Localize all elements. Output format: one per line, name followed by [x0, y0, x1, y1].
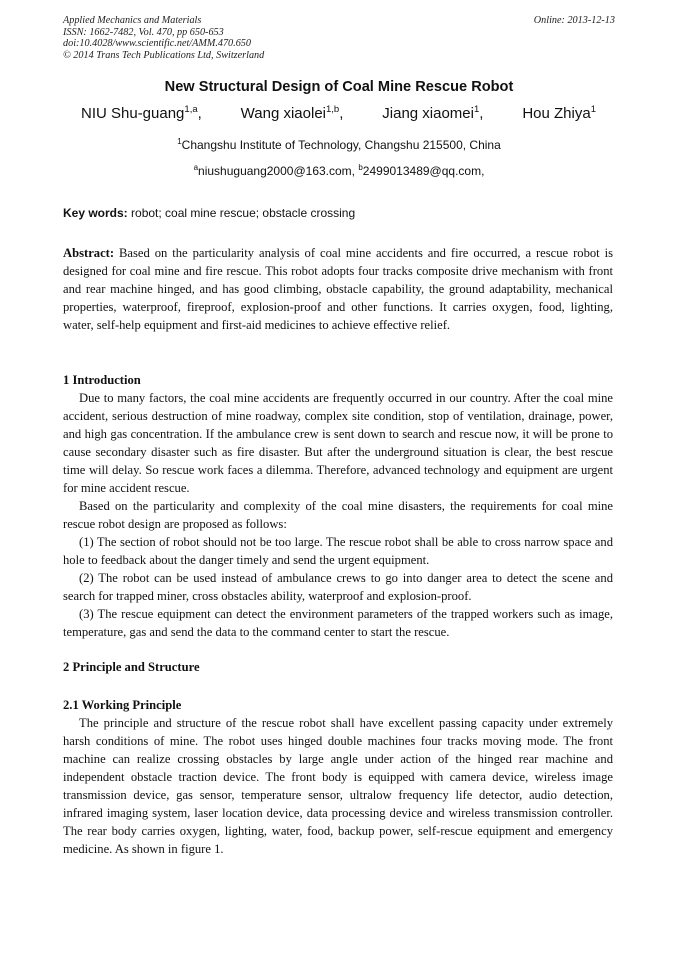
keywords-text: robot; coal mine rescue; obstacle crossing — [131, 206, 356, 220]
keywords-label: Key words: — [63, 206, 128, 220]
keywords — [63, 206, 615, 220]
paragraph: (1) The section of robot should not be too large. The rescue robot shall be able to cross narrow space and hole to feedback about the danger timely and send the urgent equipment. — [63, 535, 613, 567]
doi-line: doi:10.4028/www.scientific.net/AMM.470.650 — [63, 38, 251, 50]
issn-line: ISSN: 1662-7482, Vol. 470, pp 650-653 — [63, 26, 224, 38]
author: Jiang xiaomei$^1$, — [382, 104, 484, 122]
abstract-label: Abstract: — [63, 246, 115, 260]
author: Wang xiaolei$^{1,b}$, — [240, 104, 344, 122]
paragraph: (3) The rescue equipment can detect the environment parameters of the trapped workers such as image, temperature, gas and send the data to the command center to start the rescue. — [63, 607, 613, 639]
journal-name: Applied Mechanics and Materials — [63, 15, 202, 26]
author: NIU Shu-guang$^{1,a}$, — [81, 104, 202, 122]
author: Hou Zhiya$^1$ — [522, 104, 596, 122]
affiliation: $^1$Changshu Institute of Technology, Changshu 215500, China — [177, 137, 501, 152]
paper-title: New Structural Design of Coal Mine Rescue Robot — [164, 79, 514, 95]
working-principle-body — [63, 714, 613, 858]
paragraph: Based on the particularity and complexity of the coal mine disasters, the requirements for coal mine rescue robot design are proposed as follows: — [63, 499, 613, 531]
online-date: Online: 2013-12-13 — [533, 15, 615, 26]
journal-header — [63, 15, 615, 61]
introduction-body — [63, 389, 613, 641]
abstract — [63, 244, 613, 334]
paragraph: Due to many factors, the coal mine accidents are frequently occurred in our country. After the coal mine accident, serious destruction of mine roadway, complex site condition, stop of ventilation, drainage, power, and high gas concentration. If the ambulance crew is sent down to search and rescue now, it will be prone to cause secondary disaster such as fire disaster. But after the underground situation is clear, the best rescue time will delay. So rescue work faces a dilemma. Therefore, advanced technology and equipment are urgent for mine accident rescue. — [63, 391, 613, 495]
abstract-text: Based on the particularity analysis of coal mine accidents and fire occurred, a rescue robot is designed for coal mine and fire rescue. This robot adopts four tracks composite drive mechanism with front and rear machine hinged, and has good climbing, obstacle capability, the ground adaptability, mechanical properties, waterproof, fireproof, explosion-proof and other functions. It carries oxygen, food, lighting, water, self-help equipment and first-aid medicines to achieve effective relief. — [63, 246, 613, 332]
paragraph: The principle and structure of the rescue robot shall have excellent passing capacity under extremely harsh conditions of mine. The robot uses hinged double machines four tracks moving mode. The front machine can realize crossing obstacles by large angle under action of the hinged rear machine and independent obstacle traction device. The front body is equipped with camera device, wireless image transmission device, gas sensor, temperature sensor, ultralow frequency life detector, audio detection, infrared imaging system, laser location device, data processing device and wireless transmission controller. The rear body carries oxygen, lighting, water, food, backup power, self-rescue equipment and emergency medicine. As shown in figure 1. — [63, 716, 613, 856]
section-heading: 2 Principle and Structure — [63, 660, 200, 674]
paragraph: (2) The robot can be used instead of ambulance crews to go into danger area to detect the scene and search for trapped miner, cross obstacles ability, waterproof and explosion-proof. — [63, 571, 613, 603]
copyright-line: © 2014 Trans Tech Publications Ltd, Switzerland — [63, 49, 265, 61]
section-heading: 1 Introduction — [63, 373, 141, 387]
author-emails: $^a$niushuguang2000@163.com, $^b$2499013489@qq.com, — [193, 163, 485, 178]
subsection-heading: 2.1 Working Principle — [63, 698, 182, 712]
author-list — [81, 104, 596, 122]
